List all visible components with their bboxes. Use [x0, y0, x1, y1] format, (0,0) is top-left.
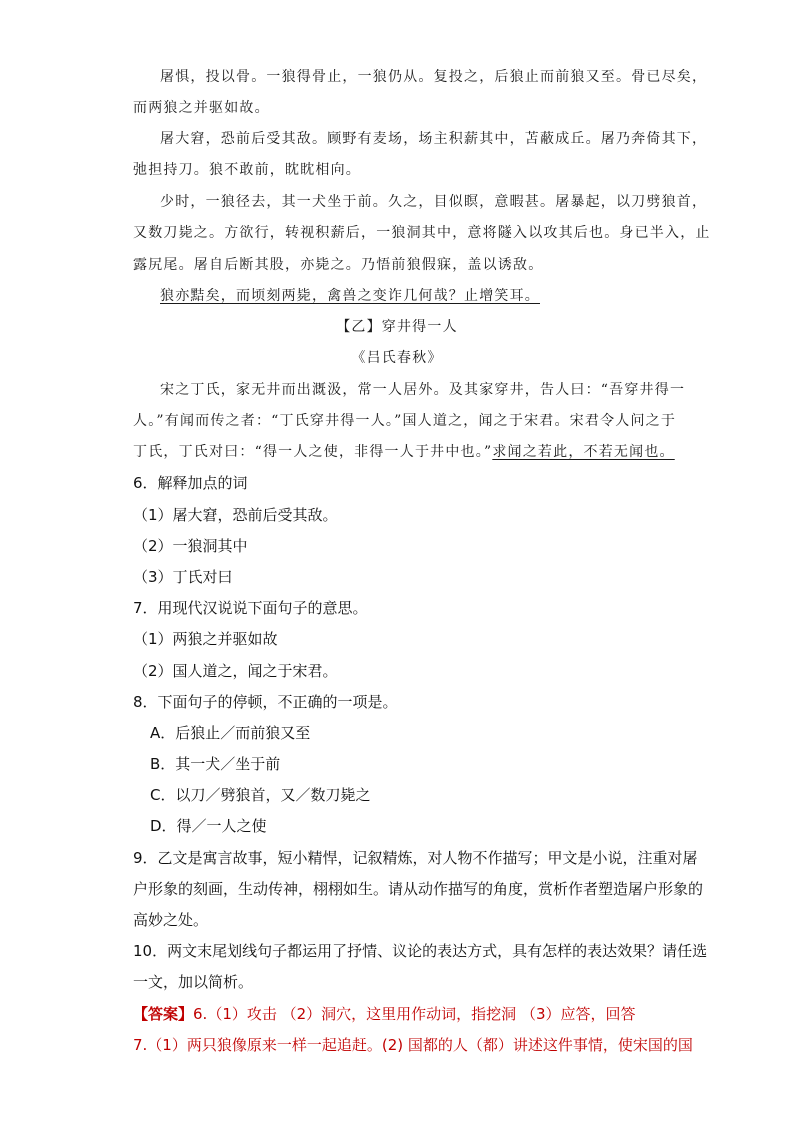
answer-line2: 7.（1）两只狼像原来一样一起追赶。(2) 国都的人（都）讲述这件事情，使宋国的国 — [133, 1036, 693, 1054]
q10-line1: 10．两文末尾划线句子都运用了抒情、议论的表达方式，具有怎样的表达效果？请任选 — [133, 942, 708, 960]
q6-stem: 6．解释加点的词 — [133, 474, 248, 492]
q7-item-2: （2）国人道之，闻之于宋君。 — [133, 662, 338, 680]
q9-line3: 高妙之处。 — [133, 911, 209, 929]
q6-item-2: （2）一狼洞其中 — [133, 537, 248, 555]
answer-tag: 【答案】 — [133, 1005, 194, 1023]
yi-title: 【乙】穿井得一人 — [336, 319, 458, 335]
jia-p4-underlined: 狼亦黠矣，而顷刻两毙，禽兽之变诈几何哉？止增笑耳。 — [160, 288, 540, 304]
yi-line2: 人。”有闻而传之者：“丁氏穿井得一人。”国人道之，闻之于宋君。宋君令人问之于 — [133, 413, 677, 429]
q7-stem: 7．用现代汉说说下面句子的意思。 — [133, 599, 368, 617]
q6-item-1: （1）屠大窘，恐前后受其敌。 — [133, 506, 338, 524]
jia-p3-line1: 少时，一狼径去，其一犬坐于前。久之，目似瞑，意暇甚。屠暴起，以刀劈狼首， — [160, 194, 708, 210]
jia-p3-line3: 露尻尾。屠自后断其股，亦毙之。乃悟前狼假寐，盖以诱敌。 — [133, 257, 544, 273]
q9-line2: 户形象的刻画，生动传神，栩栩如生。请从动作描写的角度，赏析作者塑造屠户形象的 — [133, 880, 704, 898]
q8-option-a: A．后狼止／而前狼又至 — [150, 724, 311, 742]
answer-line1 — [133, 1004, 636, 1024]
q6-item-3: （3）丁氏对曰 — [133, 568, 233, 586]
q10-line2: 一文，加以简析。 — [133, 973, 254, 991]
q9-line1: 9．乙文是寓言故事，短小精悍，记叙精炼，对人物不作描写；甲文是小说，注重对屠 — [133, 849, 698, 867]
yi-line3-underlined: 求闻之若此，不若无闻也。 — [492, 444, 675, 460]
jia-p2-line2: 弛担持刀。狼不敢前，眈眈相向。 — [133, 162, 361, 178]
jia-p3-line2: 又数刀毙之。方欲行，转视积薪后，一狼洞其中，意将隧入以攻其后也。身已半入，止 — [133, 225, 711, 241]
jia-p1-line1: 屠惧，投以骨。一狼得骨止，一狼仍从。复投之，后狼止而前狼又至。骨已尽矣， — [160, 69, 708, 85]
q7-item-1: （1）两狼之并驱如故 — [133, 630, 278, 648]
yi-line3 — [133, 442, 675, 462]
q8-stem: 8．下面句子的停顿，不正确的一项是。 — [133, 693, 398, 711]
yi-source: 《吕氏春秋》 — [351, 350, 443, 366]
jia-p2-line1: 屠大窘，恐前后受其敌。顾野有麦场，场主积薪其中，苫蔽成丘。屠乃奔倚其下， — [160, 131, 708, 147]
answer-q6: 6.（1）攻击 （2）洞穴，这里用作动词，指挖洞 （3）应答，回答 — [193, 1005, 636, 1023]
q8-option-d: D．得／一人之使 — [150, 817, 267, 835]
q8-option-b: B．其一犬／坐于前 — [150, 755, 281, 773]
q8-option-c: C．以刀／劈狼首，又／数刀毙之 — [150, 786, 371, 804]
jia-p1-line2: 而两狼之并驱如故。 — [133, 100, 270, 116]
yi-line3-plain: 丁氏，丁氏对曰：“得一人之使，非得一人于井中也。” — [133, 444, 493, 460]
yi-line1: 宋之丁氏，家无井而出溉汲，常一人居外。及其家穿井，告人曰：“吾穿井得一 — [160, 382, 686, 398]
